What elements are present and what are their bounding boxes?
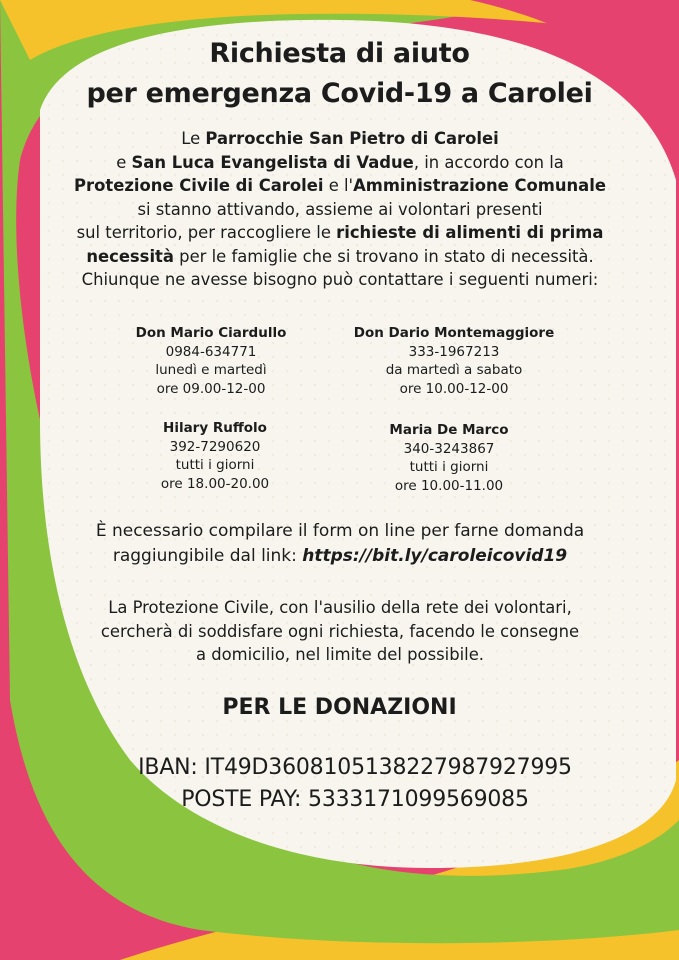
- contact-card: [118, 324, 304, 398]
- form-note-text: raggiungibile dal link:: [112, 546, 303, 566]
- intro-bold: Parrocchie San Pietro di Carolei: [205, 129, 499, 148]
- contact-days: tutti i giorni: [175, 457, 255, 473]
- intro-text: per le famiglie che si trovano in stato di necessità.: [173, 246, 594, 266]
- intro-bold: necessità: [86, 246, 174, 266]
- intro-bold: Protezione Civile di Carolei: [74, 176, 324, 195]
- intro-line-7: Chiunque ne avesse bisogno può contattare i seguenti numeri:: [81, 270, 599, 289]
- donations-heading: PER LE DONAZIONI: [222, 695, 457, 720]
- intro-line-4: si stanno attivando, assieme ai volontari presenti: [137, 199, 543, 219]
- contact-hours: ore 18.00-20.00: [160, 475, 270, 492]
- page-title: [0, 34, 679, 114]
- intro-line-3: [30, 174, 650, 198]
- intro-paragraph: [30, 127, 650, 292]
- form-note: [30, 519, 650, 569]
- contact-card: [125, 419, 305, 493]
- intro-line-6: [30, 245, 650, 269]
- protezione-paragraph: [30, 596, 650, 667]
- contact-phone: 0984-634771: [165, 343, 257, 360]
- intro-bold: San Luca Evangelista di Vadue: [131, 152, 414, 172]
- intro-text: sul territorio, per raccogliere le: [76, 223, 337, 242]
- form-note-line-1: È necessario compilare il form on line per farne domanda: [95, 521, 585, 541]
- contact-name: Hilary Ruffolo: [163, 420, 267, 436]
- title-line-1: Richiesta di aiuto: [209, 38, 470, 69]
- donation-accounts: [0, 752, 679, 816]
- intro-text: Le: [181, 129, 206, 148]
- contact-name: Maria De Marco: [389, 422, 509, 438]
- contact-days: tutti i giorni: [409, 459, 489, 475]
- form-note-line-2: [30, 544, 650, 569]
- protezione-line-2: cercherà di soddisfare ogni richiesta, facendo le consegne: [100, 621, 580, 641]
- contact-name: Don Dario Montemaggiore: [353, 325, 555, 341]
- protezione-line-1: La Protezione Civile, con l'ausilio della rete dei volontari,: [108, 598, 572, 617]
- intro-bold: richieste di alimenti di prima: [336, 223, 604, 242]
- contact-hours: ore 09.00-12-00: [156, 380, 266, 397]
- postepay-text: POSTE PAY: 5333171099569085: [181, 787, 529, 812]
- contact-phone: 340-3243867: [403, 440, 495, 457]
- contact-hours: ore 10.00-11.00: [394, 477, 504, 494]
- intro-line-1: [30, 127, 650, 151]
- contact-name: Don Mario Ciardullo: [135, 325, 287, 341]
- intro-text: , in accordo con la: [413, 152, 564, 172]
- contact-days: da martedì a sabato: [385, 362, 523, 378]
- intro-text: e l': [323, 176, 354, 195]
- contact-phone: 333-1967213: [408, 343, 500, 360]
- iban-text: IBAN: IT49D3608105138227987927995: [138, 755, 572, 780]
- intro-bold: Amministrazione Comunale: [353, 176, 606, 195]
- contact-card: [340, 324, 568, 398]
- intro-line-2: [30, 151, 650, 175]
- intro-text: e: [116, 152, 132, 172]
- form-link[interactable]: https://bit.ly/caroleicovid19: [302, 546, 568, 566]
- contact-days: lunedì e martedì: [155, 362, 267, 378]
- contact-card: [345, 421, 553, 495]
- title-line-2: per emergenza Covid-19 a Carolei: [86, 78, 593, 109]
- intro-line-5: [30, 221, 650, 245]
- contact-hours: ore 10.00-12-00: [399, 380, 509, 397]
- contact-phone: 392-7290620: [169, 438, 261, 455]
- protezione-line-3: a domicilio, nel limite del possibile.: [195, 645, 485, 664]
